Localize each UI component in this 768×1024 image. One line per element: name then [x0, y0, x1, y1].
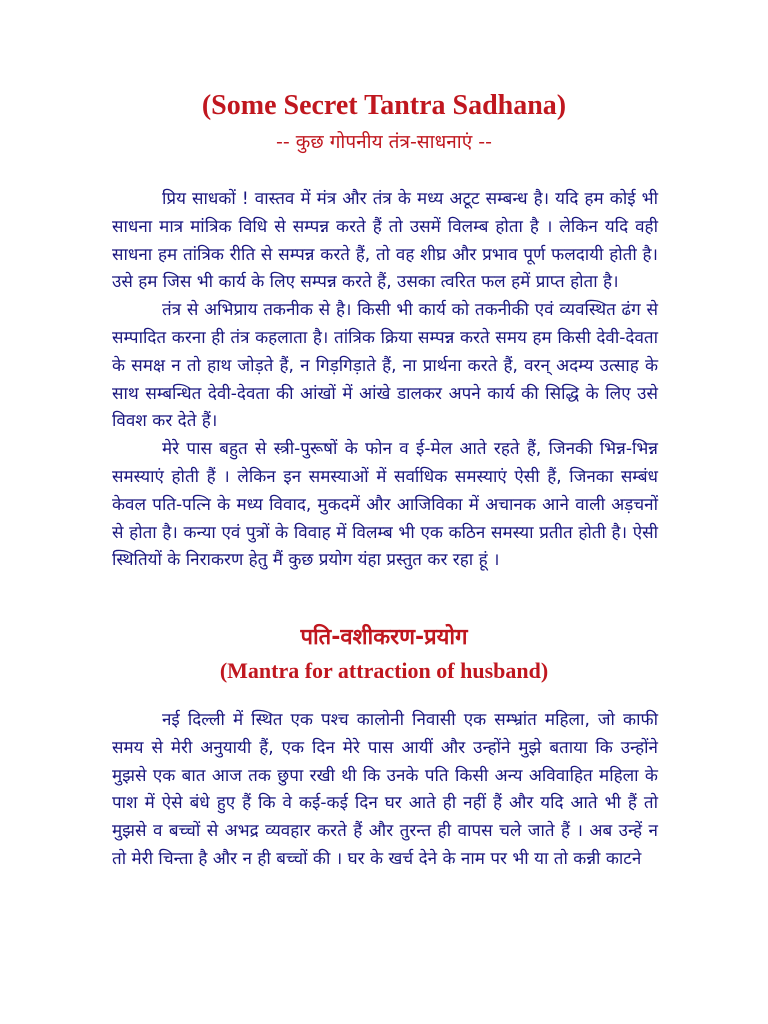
section-title: पति-वशीकरण-प्रयोग: [300, 625, 468, 650]
page-title: (Some Secret Tantra Sadhana): [201, 90, 567, 121]
intro-text: [112, 186, 658, 575]
page-subtitle: -- कुछ गोपनीय तंत्र-साधनाएं --: [276, 131, 492, 153]
intro-paragraph: प्रिय साधकों ! वास्तव में मंत्र और तंत्र के मध्य अटूट सम्बन्ध है। यदि हम कोई भी साधना मात्र मांत्रिक विधि से सम्पन्न करते हैं तो उसमें विलम्ब होता है । लेकिन यदि वही साधना हम तांत्रिक रीति से सम्पन्न करते हैं, तो वह शीघ्र और प्रभाव पूर्ण फलदायी होती है। उसे हम जिस भी कार्य के लिए सम्पन्न करते हैं, उसका त्वरित फल हमें प्राप्त होता है।: [112, 189, 658, 293]
section-text: [112, 707, 658, 874]
intro-paragraph: मेरे पास बहुत से स्त्री-पुरूषों के फोन व ई-मेल आते रहते हैं, जिनकी भिन्न-भिन्न समस्याएं होती हैं । लेकिन इन समस्याओं में सर्वाधिक समस्याएं ऐसी हैं, जिनका सम्बंध केवल पति-पत्नि के मध्य विवाद, मुकदमें और आजिविका में अचानक आने वाली अड़चनों से होता है। कन्या एवं पुत्रों के विवाह में विलम्ब भी एक कठिन समस्या प्रतीत होती है। ऐसी स्थितियों के निराकरण हेतु मैं कुछ प्रयोग यंहा प्रस्तुत कर रहा हूं ।: [112, 439, 658, 571]
section-paragraph: नई दिल्ली में स्थित एक पश्च कालोनी निवासी एक सम्भ्रांत महिला, जो काफी समय से मेरी अनुयायी हैं, एक दिन मेरे पास आयीं और उन्होंने मुझे बताया कि उन्होंने मुझसे एक बात आज तक छुपा रखी थी कि उनके पति किसी अन्य अविवाहित महिला के पाश में ऐसे बंधे हुए हैं कि वे कई-कई दिन घर आते ही नहीं हैं और यदि आते भी हैं तो मुझसे व बच्चों से अभद्र व्यवहार करते हैं और तुरन्त ही वापस चले जाते हैं । अब उन्हें न तो मेरी चिन्ता है और न ही बच्चों की । घर के खर्च देने के नाम पर भी या तो कन्नी काटने: [112, 710, 658, 869]
section-subtitle: (Mantra for attraction of husband): [219, 658, 549, 683]
intro-paragraph: तंत्र से अभिप्राय तकनीक से है। किसी भी कार्य को तकनीकी एवं व्यवस्थित ढंग से सम्पादित करना ही तंत्र कहलाता है। तांत्रिक क्रिया सम्पन्न करते समय हम किसी देवी-देवता के समक्ष न तो हाथ जोड़ते हैं, न गिड़गिड़ाते हैं, ना प्रार्थना करते हैं, वरन् अदम्य उत्साह के साथ सम्बन्धित देवी-देवता की आंखों में आंखे डालकर अपने कार्य की सिद्धि के लिए उसे विवश कर देते हैं।: [112, 300, 658, 432]
